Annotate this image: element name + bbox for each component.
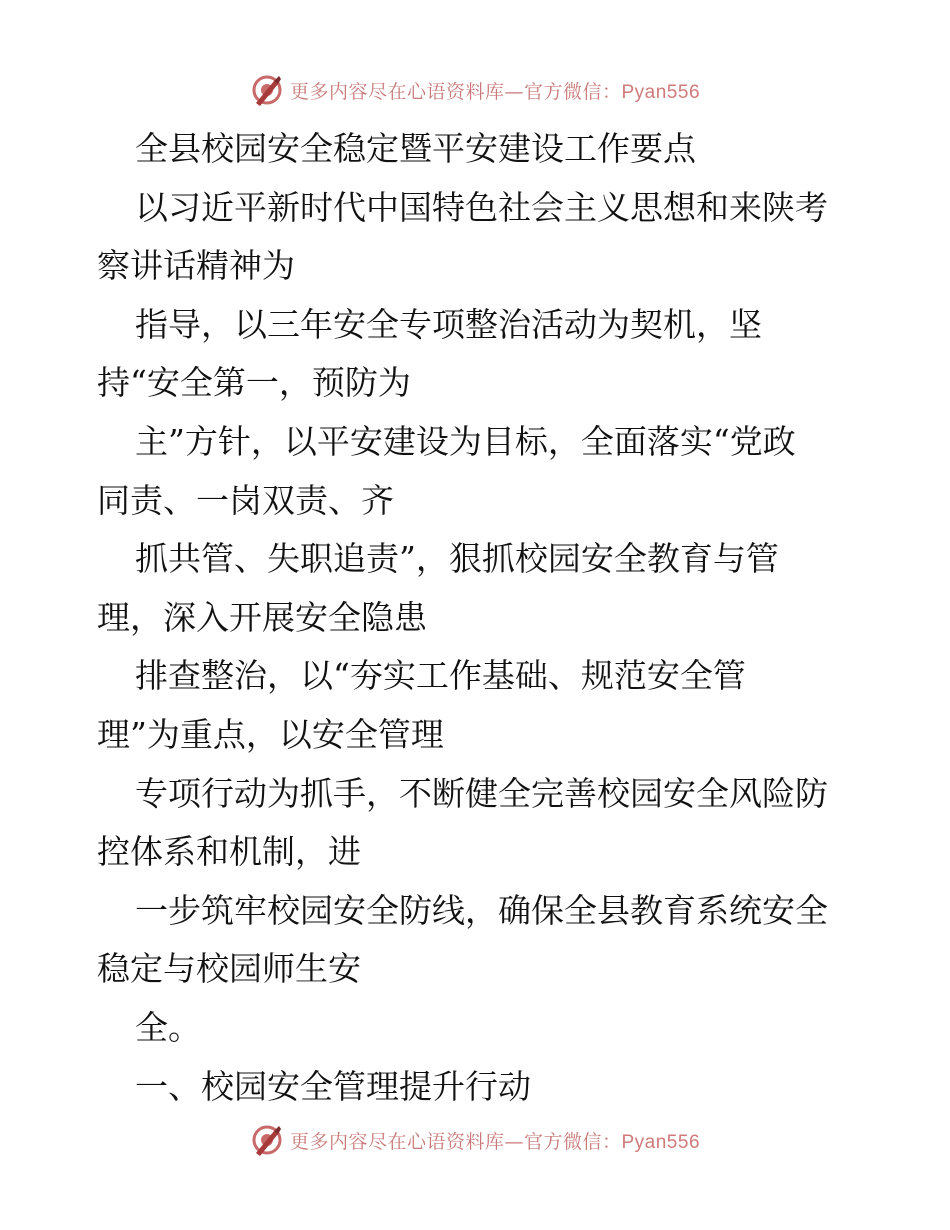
- pen-logo-icon: [250, 1123, 284, 1157]
- text-line: 主”方针，以平安建设为目标，全面落实“党政: [135, 421, 796, 461]
- header-watermark: [0, 70, 950, 110]
- watermark-text: 更多内容尽在心语资料库—官方微信：Pyan556: [289, 1130, 701, 1153]
- text-line: 全县校园安全稳定暨平安建设工作要点: [135, 129, 696, 168]
- text-line: 专项行动为抓手，不断健全完善校园安全风险防: [135, 773, 828, 813]
- text-line: 察讲话精神为: [97, 246, 295, 286]
- text-line: 同责、一岗双责、齐: [97, 480, 394, 520]
- document-body: [97, 120, 857, 1116]
- text-line: 理，深入开展安全隐患: [97, 597, 427, 637]
- watermark-id: Pyan556: [621, 1131, 701, 1153]
- pen-logo-icon: [250, 73, 284, 107]
- text-line: 理”为重点，以安全管理: [97, 714, 444, 754]
- text-line: 排查整治，以“夯实工作基础、规范安全管: [135, 656, 746, 696]
- text-line: 抓共管、失职追责”，狠抓校园安全教育与管: [135, 539, 779, 579]
- text-line: 持“安全第一，预防为: [97, 363, 411, 403]
- text-line: 稳定与校园师生安: [97, 949, 361, 989]
- watermark-id: Pyan556: [621, 81, 701, 103]
- watermark-text: 更多内容尽在心语资料库—官方微信：Pyan556: [289, 80, 701, 103]
- text-line: 一、校园安全管理提升行动: [135, 1066, 531, 1106]
- text-line: 以习近平新时代中国特色社会主义思想和来陕考: [135, 187, 828, 227]
- text-line: 一步筑牢校园安全防线，确保全县教育系统安全: [135, 890, 828, 930]
- text-line: 指导，以三年安全专项整治活动为契机，坚: [135, 304, 762, 344]
- text-line: 控体系和机制，进: [97, 832, 361, 872]
- footer-watermark: [0, 1120, 950, 1160]
- text-line: 全。: [135, 1007, 201, 1047]
